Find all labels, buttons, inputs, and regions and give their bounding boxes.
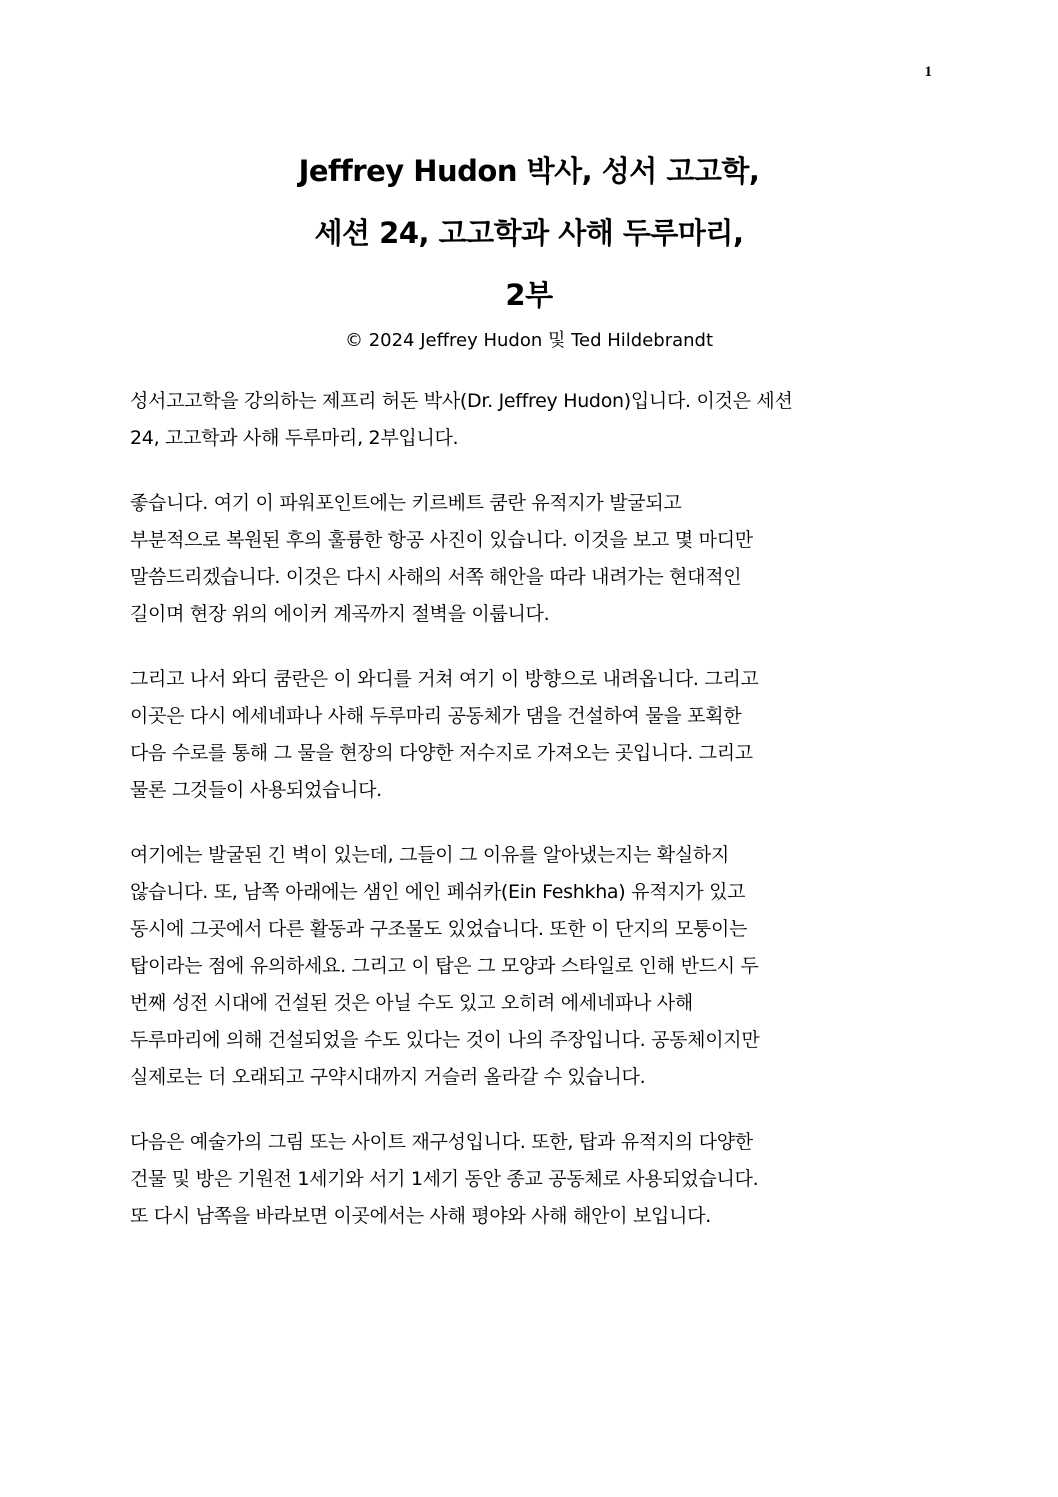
- page-number: 1: [924, 64, 932, 80]
- copyright-notice: © 2024 Jeffrey Hudon 및 Ted Hildebrandt: [344, 330, 714, 351]
- paragraph-line: 다음 수로를 통해 그 물을 현장의 다양한 저수지로 가져오는 곳입니다. 그리고: [130, 742, 753, 764]
- document-title-block: [0, 140, 1058, 354]
- document-body: [130, 383, 930, 1263]
- paragraph-4: [130, 837, 930, 1096]
- paragraph-line: 또 다시 남쪽을 바라보면 이곳에서는 사해 평야와 사해 해안이 보입니다.: [130, 1205, 711, 1227]
- paragraph-line: 성서고고학을 강의하는 제프리 허돈 박사(Dr. Jeffrey Hudon)입니다. 이것은 세션: [130, 390, 793, 412]
- paragraph-3: [130, 661, 930, 809]
- paragraph-line: 물론 그것들이 사용되었습니다.: [130, 779, 382, 801]
- paragraph-line: 동시에 그곳에서 다른 활동과 구조물도 있었습니다. 또한 이 단지의 모퉁이는: [130, 918, 748, 940]
- paragraph-line: 탑이라는 점에 유의하세요. 그리고 이 탑은 그 모양과 스타일로 인해 반드시 두: [130, 955, 759, 977]
- paragraph-line: 좋습니다. 여기 이 파워포인트에는 키르베트 쿰란 유적지가 발굴되고: [130, 492, 682, 514]
- document-title-line-2: 세션 24, 고고학과 사해 두루마리,: [314, 216, 744, 250]
- paragraph-line: 그리고 나서 와디 쿰란은 이 와디를 거쳐 여기 이 방향으로 내려옵니다. 그리고: [130, 668, 759, 690]
- paragraph-line: 않습니다. 또, 남쪽 아래에는 샘인 에인 페쉬카(Ein Feshkha) 유적지가 있고: [130, 881, 746, 903]
- paragraph-line: 번째 성전 시대에 건설된 것은 아닐 수도 있고 오히려 에세네파나 사해: [130, 992, 693, 1014]
- paragraph-line: 건물 및 방은 기원전 1세기와 서기 1세기 동안 종교 공동체로 사용되었습니다.: [130, 1168, 759, 1190]
- document-title-line-3: 2부: [505, 278, 553, 312]
- paragraph-line: 여기에는 발굴된 긴 벽이 있는데, 그들이 그 이유를 알아냈는지는 확실하지: [130, 844, 730, 866]
- paragraph-5: [130, 1124, 930, 1235]
- paragraph-2: [130, 485, 930, 633]
- document-title-line-1: Jeffrey Hudon 박사, 성서 고고학,: [298, 154, 760, 188]
- paragraph-line: 두루마리에 의해 건설되었을 수도 있다는 것이 나의 주장입니다. 공동체이지만: [130, 1029, 760, 1051]
- paragraph-line: 24, 고고학과 사해 두루마리, 2부입니다.: [130, 427, 459, 449]
- paragraph-line: 이곳은 다시 에세네파나 사해 두루마리 공동체가 댐을 건설하여 물을 포획한: [130, 705, 742, 727]
- paragraph-1: [130, 383, 930, 457]
- paragraph-line: 실제로는 더 오래되고 구약시대까지 거슬러 올라갈 수 있습니다.: [130, 1066, 646, 1088]
- paragraph-line: 말씀드리겠습니다. 이것은 다시 사해의 서쪽 해안을 따라 내려가는 현대적인: [130, 566, 742, 588]
- paragraph-line: 부분적으로 복원된 후의 훌륭한 항공 사진이 있습니다. 이것을 보고 몇 마디만: [130, 529, 753, 551]
- paragraph-line: 길이며 현장 위의 에이커 계곡까지 절벽을 이룹니다.: [130, 603, 550, 625]
- paragraph-line: 다음은 예술가의 그림 또는 사이트 재구성입니다. 또한, 탑과 유적지의 다양한: [130, 1131, 753, 1153]
